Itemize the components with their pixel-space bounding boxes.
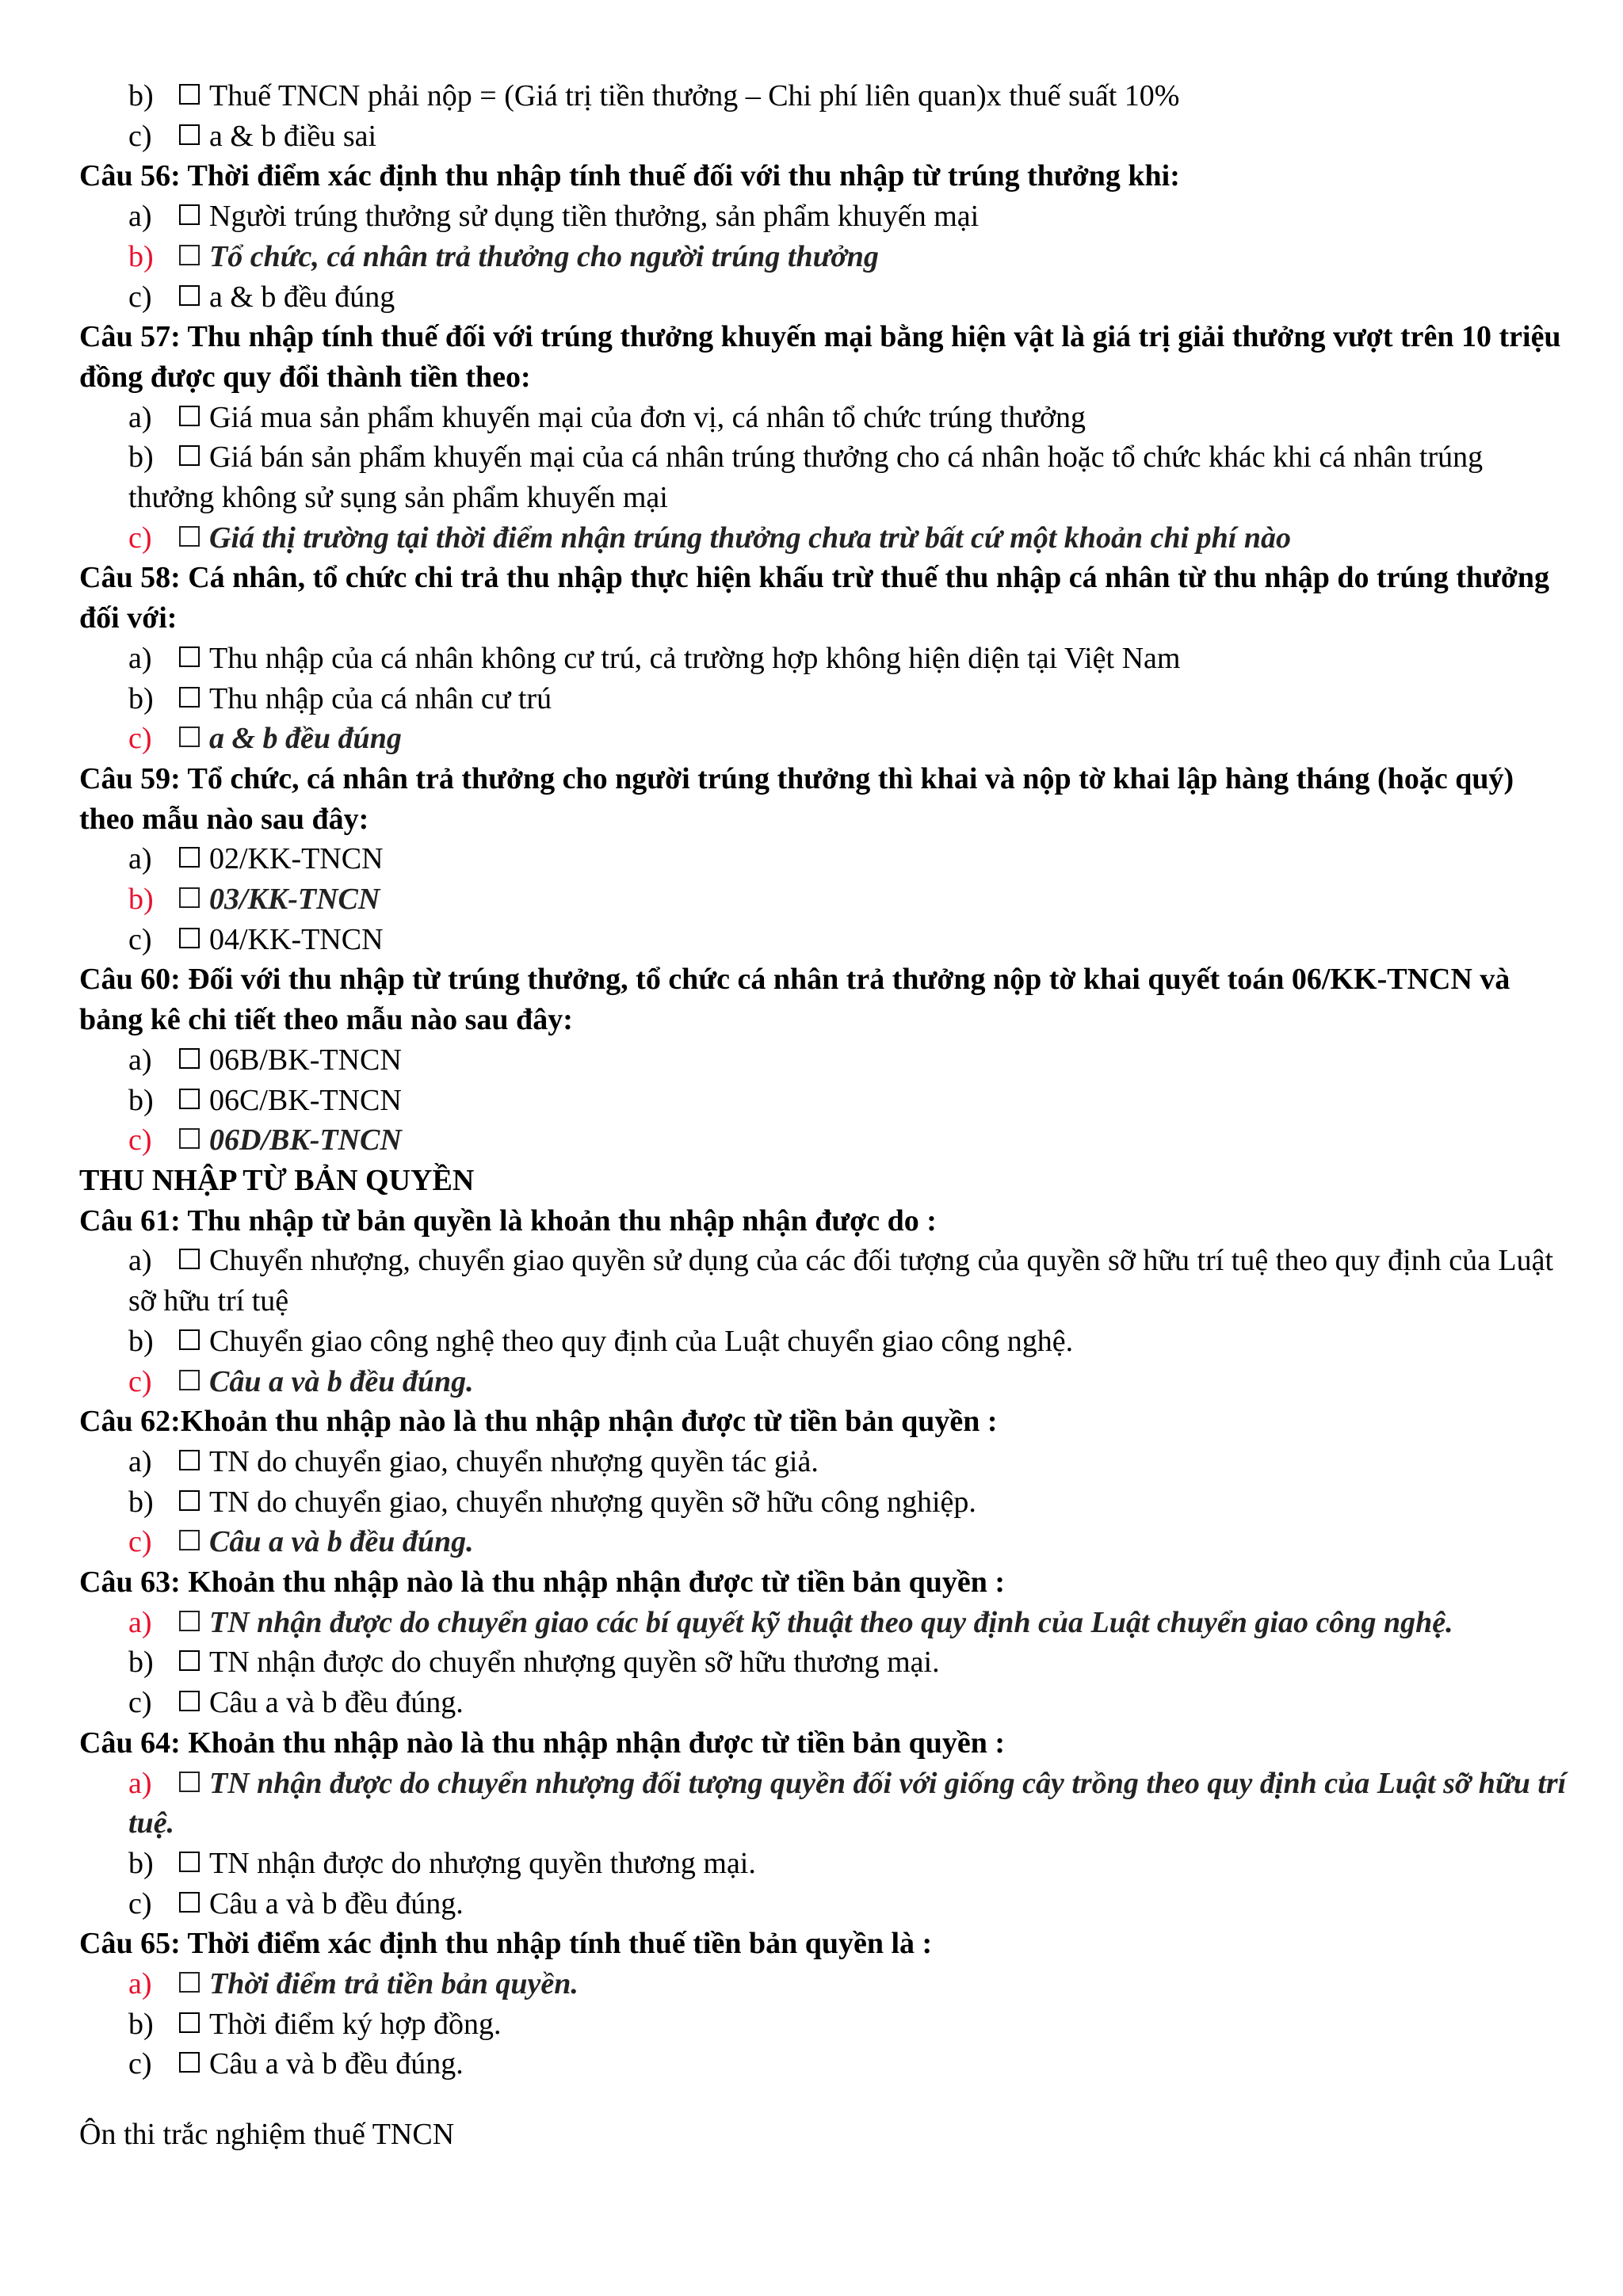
option-body: [128, 2004, 1569, 2045]
checkbox-icon: [179, 1530, 200, 1550]
option-letter: a): [128, 1244, 152, 1278]
option-letter: b): [128, 1083, 154, 1117]
option-body: [128, 1603, 1569, 1643]
checkbox-icon: [179, 1490, 200, 1511]
option-text: Chuyển giao công nghệ theo quy định của Luật chuyển giao công nghệ.: [209, 1324, 1074, 1358]
option-body: [128, 679, 1569, 719]
option-letter: c): [128, 119, 152, 153]
checkbox-icon: [179, 887, 200, 908]
answer-option: [79, 679, 1569, 719]
option-text: 02/KK-TNCN: [209, 842, 384, 876]
answer-option: [79, 1844, 1569, 1884]
option-body: [128, 2044, 1569, 2084]
question-text: Câu 57: Thu nhập tính thuế đối với trúng thưởng khuyến mại bằng hiện vật là giá trị giải thưởng vượt trên 10 triệu đồng được quy đổi thành tiền theo:: [79, 320, 1561, 394]
option-body: [128, 437, 1569, 517]
question-list: [79, 76, 1569, 2084]
question-text: Câu 63: Khoản thu nhập nào là thu nhập nhận được từ tiền bản quyền :: [79, 1566, 1005, 1600]
answer-option-correct: [79, 1964, 1569, 2004]
option-text: 03/KK-TNCN: [209, 883, 380, 917]
answer-option: [79, 1040, 1569, 1081]
option-text: Câu a và b đều đúng.: [209, 1525, 474, 1559]
footer-text: Ôn thi trắc nghiệm thuế TNCN: [79, 2118, 455, 2152]
checkbox-icon: [179, 1650, 200, 1671]
option-letter: b): [128, 1846, 154, 1880]
option-text: Thời điểm ký hợp đồng.: [209, 2007, 502, 2041]
option-text: a & b đều đúng: [209, 280, 395, 314]
option-text: Giá thị trường tại thời điểm nhận trúng thưởng chưa trừ bất cứ một khoản chi phí nào: [209, 521, 1291, 555]
answer-option: [79, 1683, 1569, 1723]
option-body: [128, 1764, 1569, 1844]
option-letter: c): [128, 922, 152, 956]
question-text: Câu 60: Đối với thu nhập từ trúng thưởng, tổ chức cá nhân trả thưởng nộp tờ khai quyết toán 06/KK-TNCN và bảng kê chi tiết theo mẫu nào sau đây:: [79, 963, 1510, 1037]
answer-option: [79, 1442, 1569, 1482]
option-letter: a): [128, 1444, 152, 1478]
question-text: Câu 65: Thời điểm xác định thu nhập tính thuế tiền bản quyền là :: [79, 1927, 933, 1961]
checkbox-icon: [179, 406, 200, 426]
option-body: [128, 1322, 1569, 1362]
answer-option-correct: [79, 237, 1569, 277]
answer-option: [79, 76, 1569, 116]
answer-option: [79, 920, 1569, 960]
option-text: TN do chuyển giao, chuyển nhượng quyền tác giả.: [209, 1444, 819, 1478]
option-body: [128, 116, 1569, 157]
option-letter: c): [128, 521, 152, 555]
answer-option: [79, 116, 1569, 157]
checkbox-icon: [179, 928, 200, 948]
checkbox-icon: [179, 1772, 200, 1792]
checkbox-icon: [179, 1450, 200, 1470]
option-letter: b): [128, 883, 154, 917]
checkbox-icon: [179, 1972, 200, 1993]
answer-option: [79, 196, 1569, 237]
option-letter: a): [128, 1605, 152, 1639]
checkbox-icon: [179, 646, 200, 667]
checkbox-icon: [179, 1370, 200, 1390]
option-letter: a): [128, 400, 152, 434]
option-text: 04/KK-TNCN: [209, 922, 384, 956]
option-body: [128, 1362, 1569, 1402]
option-body: [128, 1040, 1569, 1081]
option-letter: c): [128, 280, 152, 314]
checkbox-icon: [179, 847, 200, 868]
option-letter: b): [128, 1485, 154, 1519]
answer-option: [79, 398, 1569, 438]
document-page: [79, 76, 1569, 2155]
answer-option: [79, 277, 1569, 318]
option-letter: a): [128, 641, 152, 675]
option-text: 06B/BK-TNCN: [209, 1043, 402, 1077]
option-text: Giá mua sản phẩm khuyến mại của đơn vị, cá nhân tổ chức trúng thưởng: [209, 400, 1086, 434]
answer-option: [79, 1322, 1569, 1362]
option-letter: b): [128, 1324, 154, 1358]
option-body: [128, 518, 1569, 559]
checkbox-icon: [179, 727, 200, 747]
option-body: [128, 1522, 1569, 1562]
question-text: Câu 61: Thu nhập từ bản quyền là khoản thu nhập nhận được do :: [79, 1203, 937, 1238]
checkbox-icon: [179, 285, 200, 306]
question-text: Câu 62:Khoản thu nhập nào là thu nhập nhận được từ tiền bản quyền :: [79, 1405, 998, 1439]
option-body: [128, 1241, 1569, 1321]
question-text: Câu 58: Cá nhân, tổ chức chi trả thu nhập thực hiện khấu trừ thuế thu nhập cá nhân từ thu nhập do trúng thưởng đối với:: [79, 561, 1550, 635]
checkbox-icon: [179, 84, 200, 105]
option-letter: b): [128, 2007, 154, 2041]
option-letter: a): [128, 200, 152, 234]
option-text: Câu a và b đều đúng.: [209, 2047, 464, 2081]
option-body: [128, 1642, 1569, 1683]
question-text: Câu 59: Tổ chức, cá nhân trả thưởng cho người trúng thưởng thì khai và nộp tờ khai lập hàng tháng (hoặc quý) theo mẫu nào sau đây:: [79, 761, 1514, 836]
option-body: [128, 1683, 1569, 1723]
option-text: 06D/BK-TNCN: [209, 1123, 402, 1158]
option-body: [128, 1120, 1569, 1161]
option-letter: a): [128, 1043, 152, 1077]
answer-option: [79, 1081, 1569, 1121]
option-text: a & b điều sai: [209, 119, 377, 153]
answer-option-correct: [79, 1362, 1569, 1402]
option-text: Thời điểm trả tiền bản quyền.: [209, 1967, 579, 2001]
checkbox-icon: [179, 1089, 200, 1109]
answer-option: [79, 2044, 1569, 2084]
answer-option: [79, 1482, 1569, 1523]
answer-option-correct: [79, 1764, 1569, 1844]
option-text: a & b đều đúng: [209, 722, 402, 756]
answer-option: [79, 1241, 1569, 1321]
option-body: [128, 277, 1569, 318]
option-body: [128, 639, 1569, 679]
option-body: [128, 1964, 1569, 2004]
option-letter: c): [128, 1686, 152, 1720]
question-text: Câu 56: Thời điểm xác định thu nhập tính thuế đối với thu nhập từ trúng thưởng khi:: [79, 159, 1180, 193]
option-letter: c): [128, 722, 152, 756]
option-body: [128, 1482, 1569, 1523]
option-text: Giá bán sản phẩm khuyến mại của cá nhân trúng thưởng cho cá nhân hoặc tổ chức khác khi cá nhân trúng thưởng không sử sụng sản phẩm khuyến mại: [128, 441, 1484, 515]
option-text: Tổ chức, cá nhân trả thưởng cho người trúng thưởng: [209, 239, 879, 273]
answer-option-correct: [79, 518, 1569, 559]
option-text: Câu a và b đều đúng.: [209, 1686, 464, 1720]
option-text: Câu a và b đều đúng.: [209, 1364, 474, 1398]
checkbox-icon: [179, 1048, 200, 1069]
option-letter: a): [128, 1766, 152, 1800]
option-body: [128, 1081, 1569, 1121]
option-body: [128, 76, 1569, 116]
option-body: [128, 196, 1569, 237]
checkbox-icon: [179, 2012, 200, 2033]
checkbox-icon: [179, 1611, 200, 1631]
checkbox-icon: [179, 687, 200, 707]
answer-option: [79, 437, 1569, 517]
option-letter: c): [128, 1364, 152, 1398]
checkbox-icon: [179, 526, 200, 547]
answer-option: [79, 639, 1569, 679]
checkbox-icon: [179, 1852, 200, 1872]
section-heading: THU NHẬP TỪ BẢN QUYỀN: [79, 1163, 475, 1197]
checkbox-icon: [179, 1329, 200, 1350]
option-text: Câu a và b đều đúng.: [209, 1886, 464, 1920]
question-text: Câu 64: Khoản thu nhập nào là thu nhập nhận được từ tiền bản quyền :: [79, 1726, 1005, 1760]
option-body: [128, 920, 1569, 960]
option-letter: a): [128, 842, 152, 876]
option-text: TN nhận được do chuyển giao các bí quyết kỹ thuật theo quy định của Luật chuyển giao công nghệ.: [209, 1605, 1453, 1639]
answer-option: [79, 839, 1569, 879]
option-text: TN nhận được do chuyển nhượng đối tượng quyền đối với giống cây trồng theo quy định của Luật sỡ hữu trí tuệ.: [128, 1766, 1567, 1840]
option-body: [128, 1442, 1569, 1482]
option-letter: b): [128, 681, 154, 715]
checkbox-icon: [179, 445, 200, 466]
option-text: 06C/BK-TNCN: [209, 1083, 402, 1117]
answer-option: [79, 1884, 1569, 1924]
answer-option-correct: [79, 1603, 1569, 1643]
checkbox-icon: [179, 124, 200, 145]
checkbox-icon: [179, 2052, 200, 2073]
checkbox-icon: [179, 245, 200, 265]
option-body: [128, 879, 1569, 920]
checkbox-icon: [179, 1691, 200, 1711]
option-text: Thuế TNCN phải nộp = (Giá trị tiền thưởng – Chi phí liên quan)x thuế suất 10%: [209, 79, 1180, 113]
option-text: TN nhận được do nhượng quyền thương mại.: [209, 1846, 756, 1880]
checkbox-icon: [179, 1249, 200, 1269]
answer-option-correct: [79, 1120, 1569, 1161]
option-text: Thu nhập của cá nhân không cư trú, cả trường hợp không hiện diện tại Việt Nam: [209, 641, 1181, 675]
answer-option-correct: [79, 719, 1569, 759]
option-body: [128, 839, 1569, 879]
option-text: TN do chuyển giao, chuyển nhượng quyền sỡ hữu công nghiệp.: [209, 1485, 976, 1519]
option-letter: c): [128, 2047, 152, 2081]
option-letter: c): [128, 1886, 152, 1920]
option-text: Thu nhập của cá nhân cư trú: [209, 681, 552, 715]
option-body: [128, 719, 1569, 759]
option-letter: b): [128, 239, 154, 273]
option-body: [128, 398, 1569, 438]
option-letter: b): [128, 441, 154, 475]
checkbox-icon: [179, 204, 200, 225]
answer-option: [79, 1642, 1569, 1683]
option-text: Người trúng thưởng sử dụng tiền thưởng, sản phẩm khuyến mại: [209, 200, 980, 234]
option-letter: a): [128, 1967, 152, 2001]
option-text: Chuyển nhượng, chuyển giao quyền sử dụng của các đối tượng của quyền sỡ hữu trí tuệ theo quy định của Luật sỡ hữu trí tuệ: [128, 1244, 1554, 1318]
answer-option: [79, 2004, 1569, 2045]
answer-option-correct: [79, 879, 1569, 920]
checkbox-icon: [179, 1892, 200, 1913]
option-body: [128, 1884, 1569, 1924]
option-text: TN nhận được do chuyển nhượng quyền sỡ hữu thương mại.: [209, 1646, 940, 1680]
answer-option-correct: [79, 1522, 1569, 1562]
option-body: [128, 1844, 1569, 1884]
checkbox-icon: [179, 1128, 200, 1149]
option-letter: c): [128, 1123, 152, 1158]
option-letter: c): [128, 1525, 152, 1559]
option-body: [128, 237, 1569, 277]
option-letter: b): [128, 1646, 154, 1680]
option-letter: b): [128, 79, 154, 113]
